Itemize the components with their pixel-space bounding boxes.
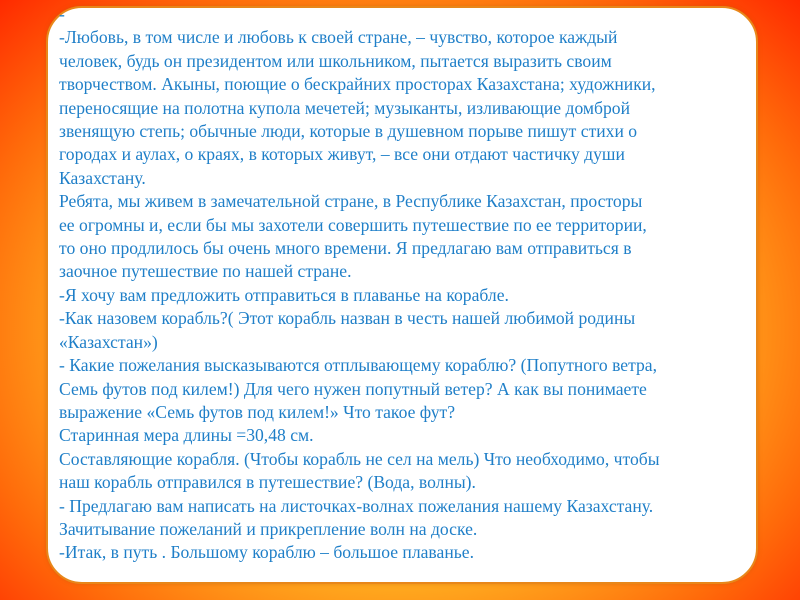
text-line: выражение «Семь футов под килем!» Что такое фут? [59, 401, 456, 422]
text-line: -Как назовем корабль?( Этот корабль назван в честь нашей любимой родины [59, 308, 636, 329]
text-line: заочное путешествие по нашей стране. [59, 261, 352, 282]
text-line: -Итак, в путь . Большому кораблю – большое плаванье. [59, 542, 474, 563]
text-line: человек, будь он президентом или школьником, пытается выразить своим [59, 50, 612, 71]
text-line: - [59, 4, 65, 24]
text-line: ее огромны и, если бы мы захотели совершить путешествие по ее территории, [59, 214, 647, 235]
text-line: Старинная мера длины =30,48 см. [59, 425, 314, 446]
text-line: Ребята, мы живем в замечательной стране, в Республике Казахстан, просторы [59, 191, 643, 212]
text-line: наш корабль отправился в путешествие? (Вода, волны). [59, 472, 476, 493]
text-line: «Казахстан») [59, 331, 158, 352]
text-line: Зачитывание пожеланий и прикрепление волн на доске. [59, 518, 478, 539]
text-line: городах и аулах, о краях, в которых живут, – все они отдают частичку души [59, 144, 625, 165]
text-line: творчеством. Акыны, поющие о бескрайних просторах Казахстана; художники, [59, 74, 656, 95]
text-line: -Я хочу вам предложить отправиться в плаванье на корабле. [59, 284, 509, 305]
slide-text [59, 3, 749, 565]
text-line: Семь футов под килем!) Для чего нужен попутный ветер? А как вы понимаете [59, 378, 647, 399]
text-line: - Предлагаю вам написать на листочках-волнах пожелания нашему Казахстану. [59, 495, 654, 516]
text-line: - Какие пожелания высказываются отплывающему кораблю? (Попутного ветра, [59, 355, 658, 376]
text-line: то оно продлилось бы очень много времени. Я предлагаю вам отправиться в [59, 238, 632, 259]
text-line: Составляющие корабля. (Чтобы корабль не сел на мель) Что необходимо, чтобы [59, 448, 660, 469]
text-line: -Любовь, в том числе и любовь к своей стране, – чувство, которое каждый [59, 27, 618, 48]
text-line: Казахстану. [59, 167, 146, 188]
text-line: звенящую степь; обычные люди, которые в душевном порыве пишут стихи о [59, 121, 638, 142]
text-line: переносящие на полотна купола мечетей; музыканты, изливающие домброй [59, 97, 631, 118]
